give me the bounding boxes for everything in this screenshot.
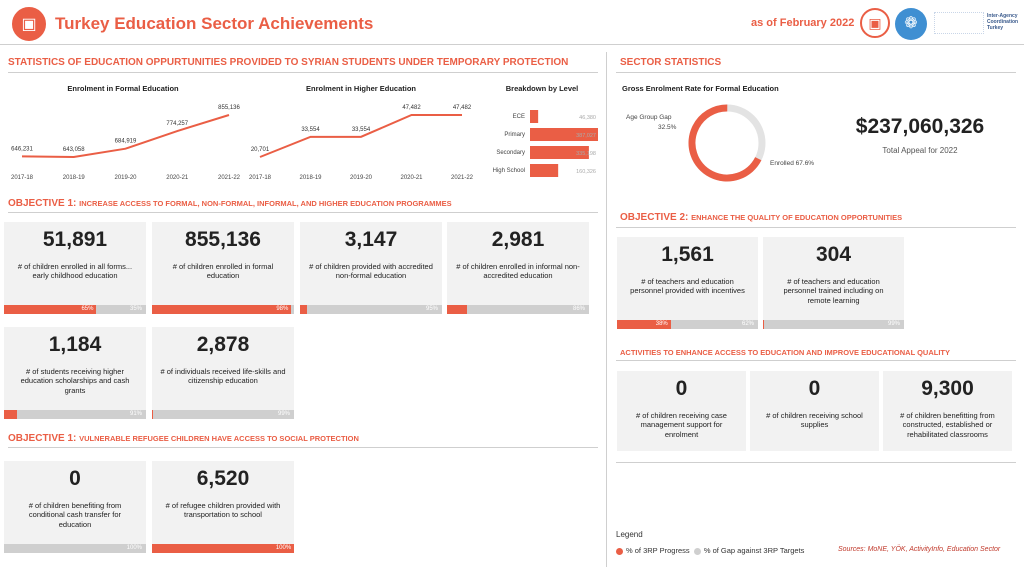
progress-fill bbox=[447, 305, 467, 314]
gap-label: 35% bbox=[129, 306, 142, 312]
sources-note: Sources: MoNE, YÖK, ActivityInfo, Education Sector bbox=[838, 546, 1001, 553]
objective1b-text: VULNERABLE REFUGEE CHILDREN HAVE ACCESS TO SOCIAL PROTECTION bbox=[79, 434, 359, 443]
progress-bar bbox=[4, 305, 146, 314]
indicator-value: 0 bbox=[808, 377, 821, 400]
data-label: 646,231 bbox=[11, 146, 33, 153]
progress-fill bbox=[152, 544, 294, 553]
data-label: 47,482 bbox=[452, 105, 472, 111]
bar-value-label: 160,326 bbox=[576, 169, 596, 175]
progress-bar bbox=[4, 410, 146, 419]
legend bbox=[616, 546, 804, 555]
progress-label: 100% bbox=[275, 545, 292, 551]
indicator-label: # of children enrolled in formal education bbox=[172, 262, 274, 281]
un-logo-icon: ❁ bbox=[895, 8, 927, 40]
indicator-card bbox=[750, 371, 879, 451]
x-tick-label: 2021-22 bbox=[217, 175, 241, 181]
progress-bar bbox=[4, 544, 146, 553]
left-section-title: STATISTICS OF EDUCATION OPPURTUNITIES PROVIDED TO SYRIAN STUDENTS UNDER TEMPORARY PROTECTION bbox=[8, 57, 569, 68]
indicator-label: # of students receiving higher education scholarships and cash grants bbox=[20, 367, 130, 395]
objective1a-prefix: OBJECTIVE 1: bbox=[8, 198, 77, 209]
indicator-card bbox=[152, 327, 294, 419]
progress-label: 98% bbox=[276, 306, 289, 312]
indicator-card bbox=[4, 222, 146, 314]
indicator-value: 0 bbox=[69, 467, 81, 490]
as-of-date: as of February 2022 bbox=[751, 17, 855, 29]
right-section-divider bbox=[616, 72, 1016, 73]
bar-value-label: 335,198 bbox=[576, 151, 596, 157]
progress-fill bbox=[152, 410, 153, 419]
series-line bbox=[22, 115, 229, 157]
indicator-label: # of refugee children provided with transportation to school bbox=[165, 501, 281, 520]
indicator-label: # of teachers and education personnel trained including on remote learning bbox=[783, 277, 884, 305]
left-section-divider bbox=[8, 72, 598, 73]
breakdown-chart bbox=[482, 108, 602, 184]
progress-fill bbox=[300, 305, 307, 314]
indicator-card bbox=[617, 371, 746, 451]
x-tick-label: 2018-19 bbox=[299, 175, 322, 181]
progress-fill bbox=[763, 320, 764, 329]
indicator-value: 1,561 bbox=[661, 243, 714, 266]
indicator-label: # of children benefiting from conditional cash transfer for education bbox=[28, 501, 122, 529]
progress-bar bbox=[152, 544, 294, 553]
objective2-text: ENHANCE THE QUALITY OF EDUCATION OPPORTUNITIES bbox=[691, 213, 903, 222]
gap-label: 100% bbox=[126, 545, 142, 551]
data-label: 774,257 bbox=[166, 121, 189, 128]
progress-label: 65% bbox=[81, 306, 94, 312]
indicator-label: # of children enrolled in informal non-accredited education bbox=[456, 262, 580, 281]
indicator-value: 9,300 bbox=[921, 377, 974, 400]
objective1a-divider bbox=[8, 212, 598, 213]
progress-bar bbox=[152, 305, 294, 314]
data-label: 643,058 bbox=[62, 147, 85, 153]
x-tick-label: 2020-21 bbox=[400, 175, 423, 181]
bar-value-label: 387,027 bbox=[576, 133, 596, 139]
indicator-label: # of children enrolled in all forms... early childhood education bbox=[17, 262, 133, 281]
data-label: 684,919 bbox=[114, 138, 137, 145]
indicator-label: # of children benefitting from constructed, established or rehabilitated classrooms bbox=[900, 411, 995, 439]
legend-progress-label: % of 3RP Progress bbox=[626, 546, 690, 555]
objective1a-heading bbox=[8, 198, 452, 209]
formal-enrolment-chart-title: Enrolment in Formal Education bbox=[67, 84, 179, 93]
indicator-value: 2,981 bbox=[491, 228, 545, 251]
indicator-value: 855,136 bbox=[185, 228, 261, 251]
category-label: High School bbox=[492, 168, 525, 174]
legend-title: Legend bbox=[616, 530, 643, 539]
column-divider bbox=[606, 52, 607, 567]
formal-enrolment-chart bbox=[8, 95, 243, 185]
appeal-label: Total Appeal for 2022 bbox=[882, 146, 958, 155]
indicator-card bbox=[4, 327, 146, 419]
indicator-card bbox=[763, 237, 904, 329]
objective1b-heading bbox=[8, 433, 359, 444]
indicator-value: 2,878 bbox=[196, 333, 250, 356]
objective2-divider bbox=[616, 227, 1016, 228]
progress-bar bbox=[617, 320, 758, 329]
gap-label: Age Group Gap bbox=[626, 114, 672, 121]
bar bbox=[530, 110, 538, 123]
gap-label: 62% bbox=[741, 321, 754, 327]
progress-bar bbox=[300, 305, 442, 314]
appeal-amount: $237,060,326 bbox=[855, 115, 985, 138]
indicator-card bbox=[883, 371, 1012, 451]
x-tick-label: 2018-19 bbox=[62, 175, 85, 181]
legend-gap-swatch bbox=[694, 548, 701, 555]
gap-label: 99% bbox=[277, 411, 290, 417]
indicator-card bbox=[4, 461, 146, 553]
partner-label: Inter-Agency Coordination Turkey bbox=[987, 13, 1019, 31]
indicator-card bbox=[152, 222, 294, 314]
progress-fill bbox=[152, 305, 291, 314]
gross-enrolment-chart-title: Gross Enrolment Rate for Formal Education bbox=[622, 84, 779, 93]
indicator-value: 1,184 bbox=[48, 333, 102, 356]
indicator-label: # of children receiving school supplies bbox=[766, 411, 863, 430]
progress-label: 38% bbox=[655, 321, 668, 327]
activities-bottom-divider bbox=[616, 462, 1016, 463]
indicator-value: 3,147 bbox=[344, 228, 398, 251]
gap-label: 91% bbox=[129, 411, 142, 417]
enrolled-label: Enrolled 67.6% bbox=[770, 160, 815, 167]
category-label: ECE bbox=[512, 114, 525, 120]
3rp-logo-icon: ▣ bbox=[860, 8, 890, 38]
indicator-value: 0 bbox=[675, 377, 688, 400]
gap-label: 86% bbox=[572, 306, 585, 312]
x-tick-label: 2019-20 bbox=[114, 175, 137, 181]
gap-pct-label: 32.5% bbox=[658, 124, 677, 131]
legend-progress-swatch bbox=[616, 548, 623, 555]
right-section-title: SECTOR STATISTICS bbox=[620, 57, 722, 68]
objective2-prefix: OBJECTIVE 2: bbox=[620, 212, 689, 223]
data-label: 20,701 bbox=[250, 147, 270, 153]
x-tick-label: 2020-21 bbox=[166, 175, 189, 181]
data-label: 855,136 bbox=[218, 105, 240, 111]
objective1b-divider bbox=[8, 447, 598, 448]
higher-enrolment-chart bbox=[246, 95, 476, 185]
x-tick-label: 2017-18 bbox=[10, 175, 34, 181]
breakdown-chart-title: Breakdown by Level bbox=[505, 84, 579, 93]
indicator-label: # of individuals received life-skills and citizenship education bbox=[160, 367, 286, 386]
data-label: 33,554 bbox=[301, 126, 320, 133]
header-divider bbox=[0, 44, 1024, 45]
indicator-card bbox=[617, 237, 758, 329]
activities-divider bbox=[616, 360, 1016, 361]
higher-enrolment-chart-title: Enrolment in Higher Education bbox=[305, 84, 416, 93]
progress-bar bbox=[152, 410, 294, 419]
indicator-label: # of children receiving case management support for enrolment bbox=[636, 411, 727, 439]
objective1a-text: INCREASE ACCESS TO FORMAL, NON-FORMAL, INFORMAL, AND HIGHER EDUCATION PROGRAMMES bbox=[79, 199, 452, 208]
objective2-heading bbox=[620, 212, 902, 223]
bar-value-label: 46,380 bbox=[579, 115, 596, 121]
x-tick-label: 2021-22 bbox=[450, 175, 474, 181]
data-label: 33,554 bbox=[351, 126, 371, 133]
progress-bar bbox=[763, 320, 904, 329]
bar bbox=[530, 164, 558, 177]
header-logo-icon: ▣ bbox=[12, 7, 46, 41]
page-title: Turkey Education Sector Achievements bbox=[55, 14, 374, 33]
gap-label: 99% bbox=[887, 321, 900, 327]
data-label: 47,482 bbox=[402, 105, 421, 111]
indicator-value: 304 bbox=[815, 243, 852, 266]
progress-bar bbox=[447, 305, 589, 314]
x-tick-label: 2017-18 bbox=[248, 175, 272, 181]
category-label: Secondary bbox=[496, 150, 525, 156]
series-line bbox=[260, 115, 462, 157]
objective1b-prefix: OBJECTIVE 1: bbox=[8, 433, 77, 444]
legend-gap-label: % of Gap against 3RP Targets bbox=[703, 546, 805, 555]
indicator-card bbox=[152, 461, 294, 553]
gross-enrolment-chart bbox=[622, 98, 832, 188]
indicator-value: 6,520 bbox=[196, 467, 250, 490]
indicator-label: # of children provided with accredited non-formal education bbox=[309, 262, 433, 281]
indicator-value: 51,891 bbox=[42, 228, 108, 251]
partner-logo-icon bbox=[934, 12, 984, 34]
indicator-label: # of teachers and education personnel provided with incentives bbox=[630, 277, 745, 296]
indicator-card bbox=[300, 222, 442, 314]
gap-label: 95% bbox=[425, 306, 438, 312]
indicator-card bbox=[447, 222, 589, 314]
x-tick-label: 2019-20 bbox=[349, 175, 373, 181]
category-label: Primary bbox=[504, 132, 525, 138]
activities-heading: ACTIVITIES TO ENHANCE ACCESS TO EDUCATION AND IMPROVE EDUCATIONAL QUALITY bbox=[620, 348, 951, 357]
progress-fill bbox=[4, 410, 17, 419]
